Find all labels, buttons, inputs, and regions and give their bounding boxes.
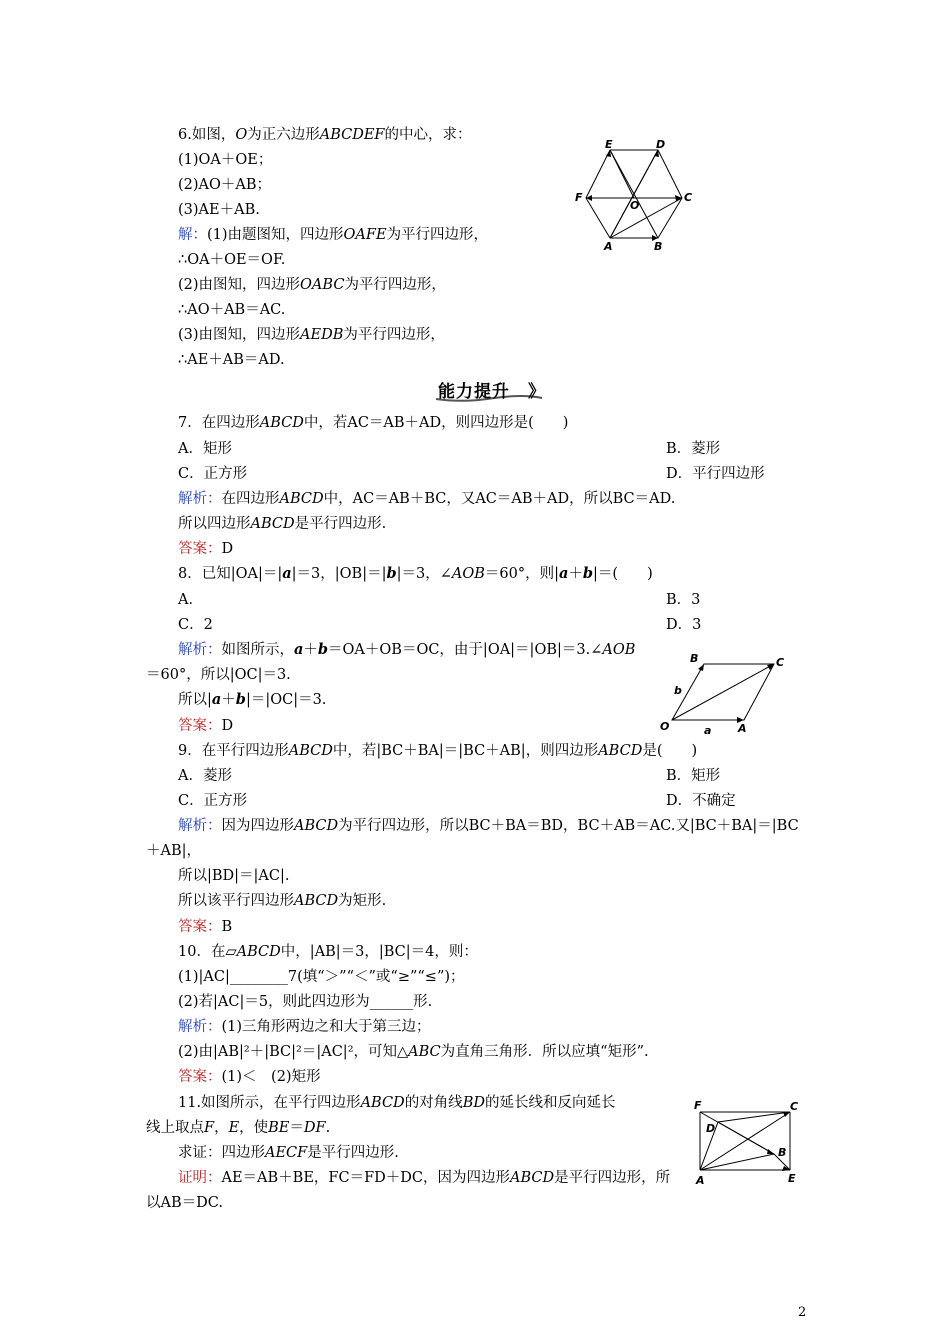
q11-stem-2: 线上取点F，E，使BE＝DF. [146,1120,331,1136]
q11-stem-1: 11.如图所示，在平行四边形ABCD的对角线BD的延长线和反向延长 [178,1095,616,1111]
q6-solution-3: (3)由图知，四边形AEDB为平行四边形， [178,327,445,343]
q7-stem: 7．在四边形ABCD中，若AC＝AB＋AD，则四边形是( ) [178,415,569,431]
q8-answer: 答案：D [178,718,234,734]
q6-part-3: (3)AE＋AB. [178,202,260,218]
hex-label-b: B [654,240,663,252]
q6-part-1: (1)OA＋OE； [178,152,273,168]
aecf-label-d: D [706,1122,716,1135]
q7-options-cd: C．正方形 D．平行四边形 [178,466,765,482]
q10-part-1: (1)|AC|________7(填“＞”“＜”或“≥”“≤”)； [178,969,465,985]
q7-analysis-1: 解析：在四边形ABCD中，AC＝AB＋BC，又AC＝AB＋AD，所以BC＝AD. [178,491,676,507]
hex-label-o: O [630,199,640,212]
q9-options-cd: C．正方形 D．不确定 [178,793,736,809]
q9-analysis-1: 解析：因为四边形ABCD为平行四边形，所以BC＋BA＝BD，BC＋AB＝AC.又|BC＋BA|＝|BC [178,818,799,834]
q9-stem: 9．在平行四边形ABCD中，若|BC＋BA|＝|BC＋AB|，则四边形ABCD是( ) [178,743,698,759]
hex-label-a: A [604,240,613,252]
para-label-a: A [738,722,747,735]
q6-stem: 6.如图，O为正六边形ABCDEF的中心，求： [178,127,472,143]
q11-stem-3: 求证：四边形AECF是平行四边形. [178,1145,399,1161]
q7-options-ab: A．矩形 B．菱形 [178,441,721,457]
para-label-vec-a: a [704,724,712,736]
q9-options-ab: A．菱形 B．矩形 [178,768,721,784]
q8-options-cd: C．2 D．3 [178,617,702,633]
banner-text: 能力提升 [438,382,510,402]
q9-answer: 答案：B [178,919,233,935]
page-number: 2 [798,1305,807,1320]
q8-options-ab: A． B．3 [178,592,701,608]
para-label-o: O [660,720,670,733]
hex-label-d: D [656,140,666,151]
q10-stem: 10．在▱ABCD中，|AB|＝3，|BC|＝4，则： [178,944,478,960]
hex-label-c: C [684,191,693,204]
para-label-vec-b: b [674,684,682,697]
aecf-label-e: E [788,1172,796,1185]
q9-analysis-2: ＋AB|， [146,843,202,859]
q11-proof-1: 证明：AE＝AB＋BE，FC＝FD＋DC，因为四边形ABCD是平行四边形，所 [178,1170,671,1186]
hex-label-f: F [575,191,583,204]
q10-analysis-1: 解析：(1)三角形两边之和大于第三边； [178,1019,431,1035]
q10-part-2: (2)若|AC|＝5，则此四边形为______形. [178,994,433,1010]
q7-analysis-2: 所以四边形ABCD是平行四边形. [178,516,387,532]
q6-result-3: ∴AE＋AB＝AD. [178,352,285,368]
parallelogram-oacb-figure [656,652,788,736]
aecf-label-a: A [696,1174,705,1187]
para-label-b: B [690,652,699,665]
aecf-label-f: F [694,1099,702,1112]
q8-analysis-1: 解析：如图所示，a＋b＝OA＋OB＝OC，由于|OA|＝|OB|＝3.∠AOB [178,641,636,658]
q9-analysis-3: 所以|BD|＝|AC|. [178,868,290,884]
hexagon-figure [572,140,696,252]
section-banner [434,379,554,407]
q8-analysis-2: ＝60°，所以|OC|＝3. [146,667,291,683]
aecf-label-b: B [778,1146,787,1159]
banner-arrow: 》 [528,382,545,402]
aecf-label-c: C [790,1100,799,1113]
q6-solution-1: 解：(1)由题图知，四边形OAFE为平行四边形， [178,227,489,243]
q6-part-2: (2)AO＋AB； [178,177,272,193]
q9-analysis-4: 所以该平行四边形ABCD为矩形. [178,893,387,909]
hex-label-e: E [605,140,613,151]
q6-solution-2: (2)由图知，四边形OABC为平行四边形， [178,277,446,293]
q8-stem: 8．已知|OA|＝|a|＝3，|OB|＝|b|＝3，∠AOB＝60°，则|a＋b|＝( ) [178,565,653,582]
q10-answer: 答案：(1)＜ (2)矩形 [178,1069,321,1085]
q8-analysis-3: 所以|a＋b|＝|OC|＝3. [178,691,327,708]
q7-answer: 答案：D [178,541,234,557]
q10-analysis-2: (2)由|AB|²＋|BC|²＝|AC|²，可知△ABC为直角三角形．所以应填“矩形”. [178,1044,649,1060]
para-label-c: C [776,656,785,669]
q11-proof-2: 以AB＝DC. [146,1195,223,1211]
q6-result-2: ∴AO＋AB＝AC. [178,302,286,318]
q6-result-1: ∴OA＋OE＝OF. [178,252,286,268]
parallelogram-aecf-figure [690,1098,802,1190]
